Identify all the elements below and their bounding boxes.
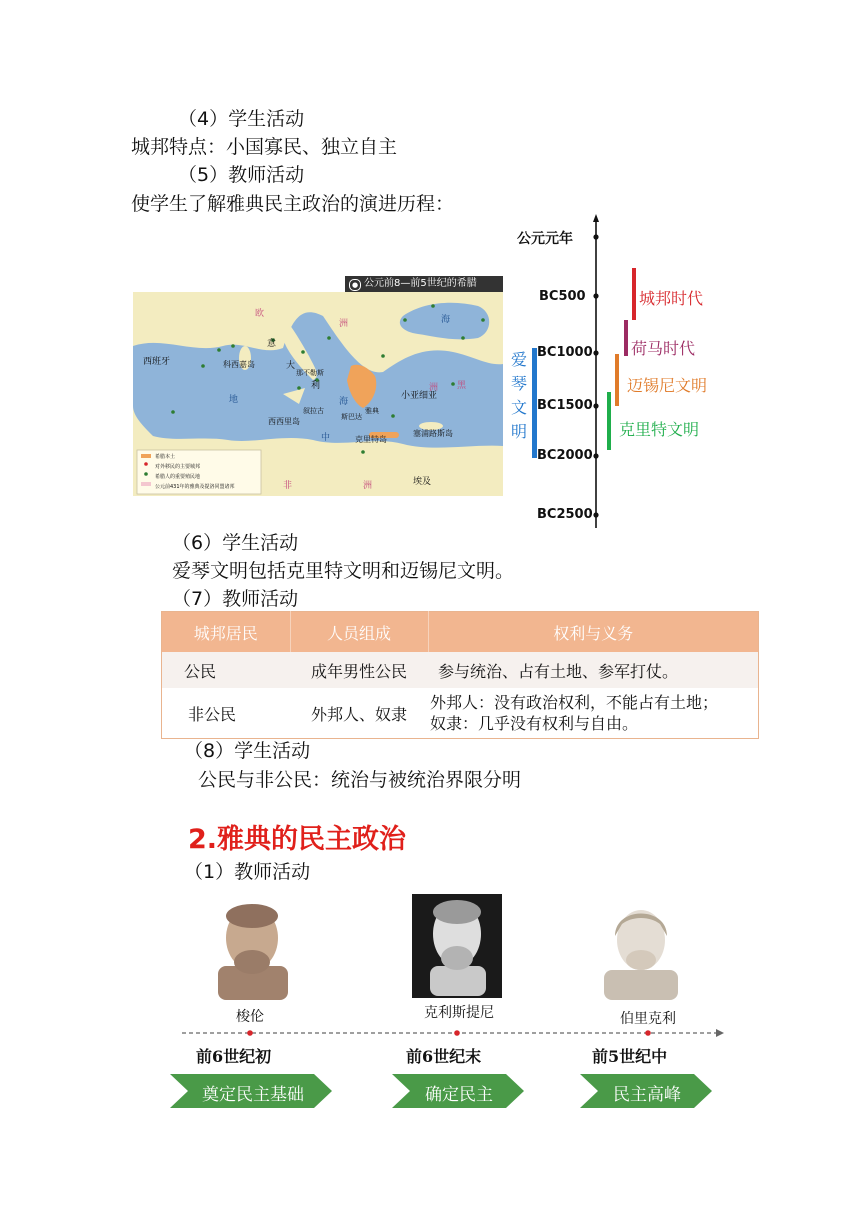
map-title: ● 公元前8—前5世纪的希腊: [345, 276, 503, 292]
map-label-spain: 西班牙: [143, 357, 171, 367]
activity-4-text: 城邦特点：小国寡民、独立自主: [131, 136, 398, 158]
timeline-tick-label: BC500: [539, 289, 586, 304]
map-label-cyprus: 塞浦路斯岛: [413, 429, 453, 438]
activity-8-text: 公民与非公民：统治与被统治界限分明: [198, 769, 522, 791]
bust-cleisthenes-icon: [412, 894, 502, 998]
banner-label: 奠定民主基础: [202, 1085, 304, 1105]
map-legend-item: 希腊本土: [155, 454, 176, 460]
table-row: [162, 688, 759, 739]
table-cell: 参与统治、占有土地、参军打仗。: [428, 652, 759, 688]
activity-5-text: 使学生了解雅典民主政治的演进历程：: [131, 193, 455, 215]
map-label-italy-1: 意: [267, 339, 277, 349]
bust-pericles-icon: [604, 910, 678, 1000]
map-label-europe-1: 欧: [255, 309, 265, 319]
figure-name: 克利斯提尼: [424, 1005, 494, 1021]
activity-5-heading: （5）教师活动: [178, 164, 305, 186]
map-label-athens: 雅典: [365, 407, 379, 415]
table-header: 人员组成: [290, 612, 428, 653]
map-label-egypt: 埃及: [413, 477, 432, 487]
timeline-top-label: 公元元年: [517, 231, 573, 247]
map-label-asia-minor: 小亚细亚: [401, 391, 438, 401]
table-cell: 非公民: [162, 688, 291, 739]
map-label-black-sea-2: 海: [441, 315, 451, 325]
banner-label: 民主高峰: [613, 1085, 681, 1105]
table-cell: 公民: [162, 652, 291, 688]
table-row: [162, 652, 759, 688]
map-label-sparta: 斯巴达: [341, 413, 362, 421]
citizen-table: [161, 611, 759, 739]
table-cell: [428, 688, 759, 739]
activity-4-heading: （4）学生活动: [178, 108, 305, 130]
figure-period: 前5世纪中: [592, 1047, 668, 1066]
timeline-period-homer: 荷马时代: [631, 339, 696, 358]
map-label-syracuse: 叙拉古: [303, 407, 324, 415]
map-label-med-1: 地: [229, 395, 239, 405]
table-header: 权利与义务: [428, 612, 759, 653]
map-label-med-2: 中: [321, 433, 331, 443]
map-label-italy-2: 大: [286, 361, 296, 371]
activity-8-heading: （8）学生活动: [184, 740, 311, 762]
map-legend: [155, 452, 235, 492]
map-label-africa-1: 非: [283, 481, 293, 491]
section-2-heading: （1）教师活动: [184, 861, 311, 883]
table-header: 城邦居民: [162, 612, 291, 653]
timeline-tick-label: BC1500: [537, 398, 593, 413]
table-cell: 外邦人、奴隶: [290, 688, 428, 739]
timeline-tick-label: BC2000: [537, 448, 593, 463]
reformers-timeline: [160, 888, 730, 1118]
timeline-period-mycenae: 迈锡尼文明: [627, 376, 708, 395]
figure-period: 前6世纪末: [406, 1047, 482, 1066]
timeline-chart: [505, 212, 735, 532]
map-label-europe-2: 洲: [339, 319, 349, 329]
map-label-med-3: 海: [339, 397, 349, 407]
banner-label: 确定民主: [425, 1085, 493, 1105]
activity-6-heading: （6）学生活动: [172, 532, 299, 554]
map-label-africa-2: 洲: [363, 481, 373, 491]
map-label-corsica: 科西嘉岛: [223, 360, 255, 369]
figure-period: 前6世纪初: [196, 1047, 272, 1066]
greece-map: [133, 276, 503, 496]
timeline-tick-label: BC2500: [537, 507, 593, 522]
map-label-naples: 那不勒斯: [296, 369, 324, 377]
map-label-asia: 洲: [429, 383, 439, 393]
activity-6-text: 爱琴文明包括克里特文明和迈锡尼文明。: [172, 560, 515, 582]
timeline-tick-label: BC1000: [537, 345, 593, 360]
map-label-italy-3: 利: [311, 381, 321, 391]
timeline-period-crete: 克里特文明: [619, 420, 700, 439]
map-label-black-sea-1: 黑: [457, 381, 467, 391]
timeline-aegean-label: 爱琴文明: [511, 350, 528, 441]
timeline-period-city-state: 城邦时代: [639, 289, 704, 308]
map-legend-item: 公元前431年的雅典及提洛同盟诸邦: [155, 484, 235, 490]
map-legend-item: 希腊人的重要殖民地: [155, 474, 201, 480]
map-label-sicily: 西西里岛: [268, 417, 300, 426]
map-legend-item: 对外移民的主要城邦: [155, 464, 201, 470]
table-cell-line: 奴隶：几乎没有权利与自由。: [430, 714, 639, 733]
bust-solon-icon: [218, 904, 288, 1000]
activity-7-heading: （7）教师活动: [172, 588, 299, 610]
table-cell-line: 外邦人：没有政治权利，不能占有土地；: [430, 693, 719, 712]
table-header-row: [162, 612, 759, 653]
map-label-crete: 克里特岛: [355, 435, 387, 444]
figure-name: 梭伦: [236, 1009, 264, 1025]
figure-name: 伯里克利: [620, 1011, 676, 1027]
section-title: 2.雅典的民主政治: [188, 824, 407, 855]
table-cell: 成年男性公民: [290, 652, 428, 688]
